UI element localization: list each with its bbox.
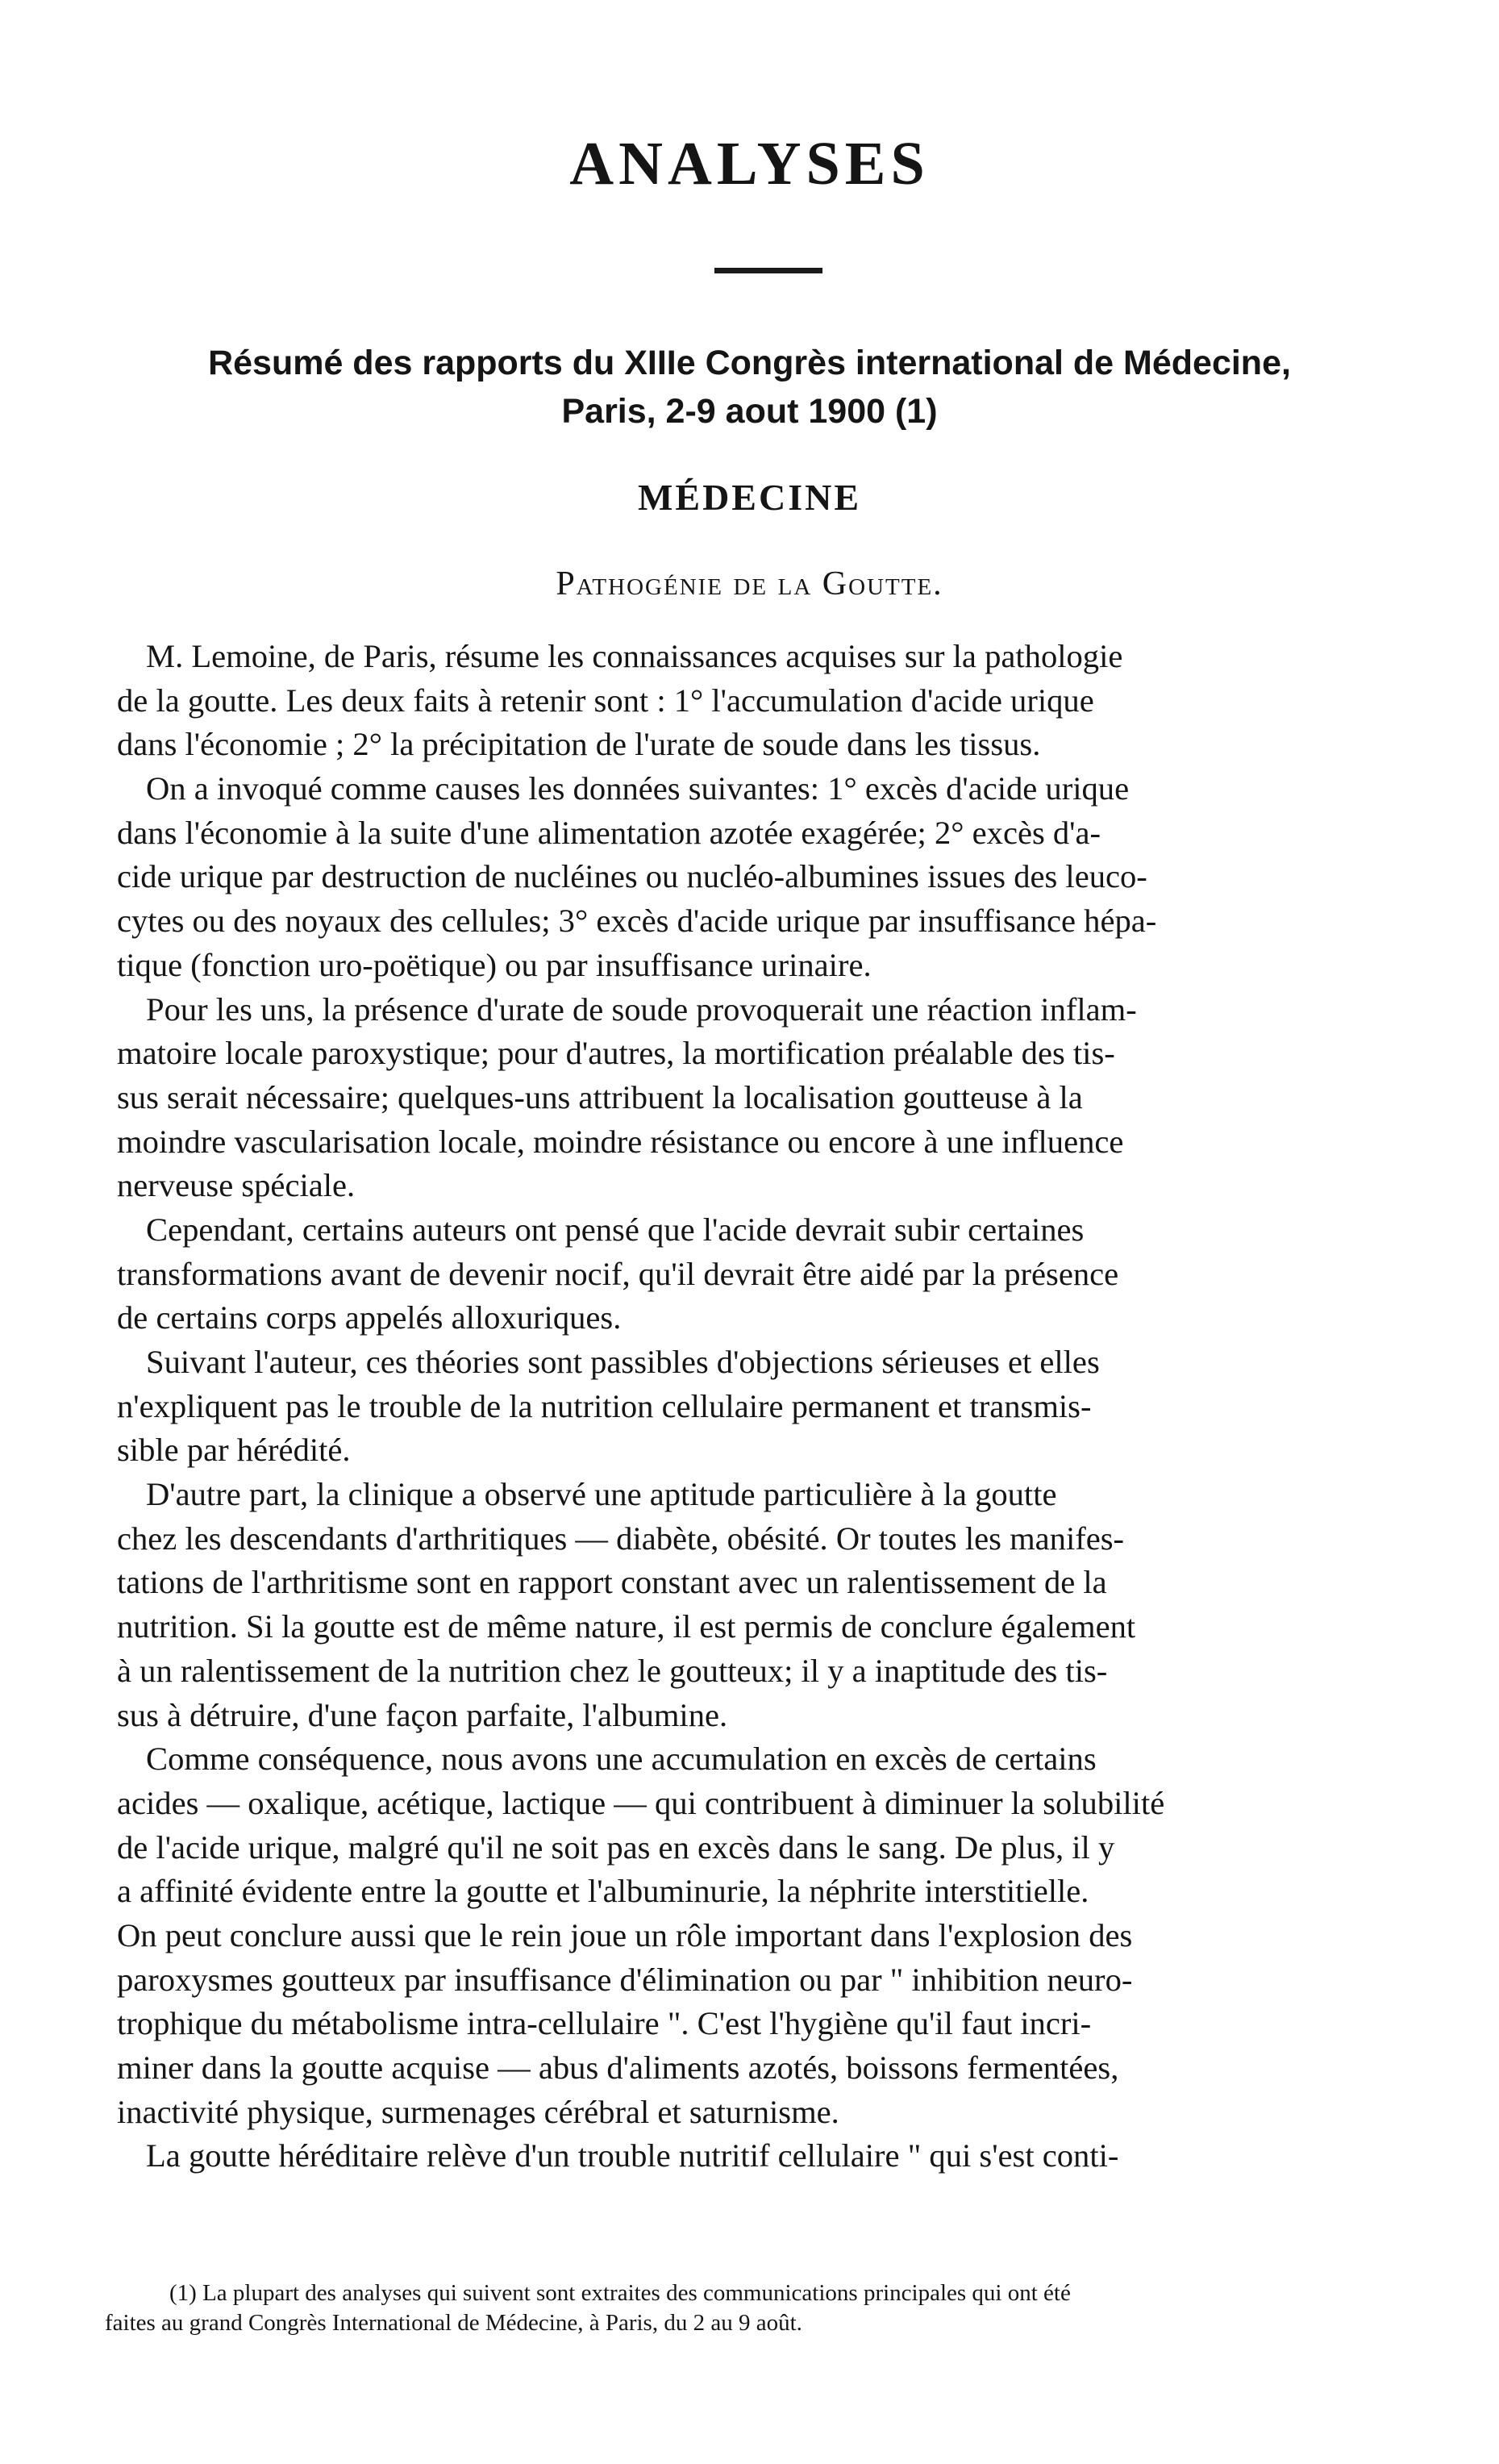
text-line: de l'acide urique, malgré qu'il ne soit pas en excès dans le sang. De plus, il y xyxy=(117,1828,1115,1866)
text-line: tations de l'arthritisme sont en rapport constant avec un ralentissement de la xyxy=(117,1564,1107,1601)
footnote-line: faites au grand Congrès International de Médecine, à Paris, du 2 au 9 août. xyxy=(105,2310,802,2336)
text-line: de la goutte. Les deux faits à retenir sont : 1° l'accumulation d'acide urique xyxy=(117,682,1094,719)
footnote-line: (1) La plupart des analyses qui suivent sont extraites des communications principales qui ont été xyxy=(169,2280,1071,2306)
text-line: de certains corps appelés alloxuriques. xyxy=(117,1299,622,1336)
text-line: sus à détruire, d'une façon parfaite, l'albumine. xyxy=(117,1696,728,1733)
text-line: n'expliquent pas le trouble de la nutrition cellulaire permanent et transmis- xyxy=(117,1387,1092,1424)
text-line: trophique du métabolisme intra-cellulaire ". C'est l'hygiène qu'il faut incri- xyxy=(117,2005,1092,2042)
text-line: dans l'économie à la suite d'une alimentation azotée exagérée; 2° excès d'a- xyxy=(117,814,1101,851)
text-line: cytes ou des noyaux des cellules; 3° excès d'acide urique par insuffisance hépa- xyxy=(117,903,1157,940)
section-title: MÉDECINE xyxy=(637,477,862,518)
text-line: a affinité évidente entre la goutte et l'albuminurie, la néphrite interstitielle. xyxy=(117,1873,1089,1910)
text-line: inactivité physique, surmenages cérébral et saturnisme. xyxy=(117,2093,839,2130)
text-line: sible par hérédité. xyxy=(117,1432,351,1469)
text-line: Comme conséquence, nous avons une accumulation en excès de certains xyxy=(146,1741,1097,1778)
page-title: ANALYSES xyxy=(569,130,930,198)
text-line: nerveuse spéciale. xyxy=(117,1167,356,1204)
text-line: dans l'économie ; 2° la précipitation de l'urate de soude dans les tissus. xyxy=(117,726,1041,763)
text-line: On peut conclure aussi que le rein joue un rôle important dans l'explosion des xyxy=(117,1916,1133,1953)
text-line: Suivant l'auteur, ces théories sont passibles d'objections sérieuses et elles xyxy=(146,1344,1100,1380)
text-line: cide urique par destruction de nucléines ou nucléo-albumines issues des leuco- xyxy=(117,858,1147,895)
text-line: sus serait nécessaire; quelques-uns attribuent la localisation goutteuse à la xyxy=(117,1078,1083,1115)
text-line: Pour les uns, la présence d'urate de soude provoquerait une réaction inflam- xyxy=(146,990,1137,1028)
body-text xyxy=(117,635,1395,2178)
text-line: nutrition. Si la goutte est de même nature, il est permis de conclure également xyxy=(117,1608,1136,1645)
text-line: chez les descendants d'arthritiques — diabète, obésité. Or toutes les manifes- xyxy=(117,1520,1125,1557)
text-line: moindre vascularisation locale, moindre résistance ou encore à une influence xyxy=(117,1123,1124,1160)
text-line: paroxysmes goutteux par insuffisance d'élimination ou par " inhibition neuro- xyxy=(117,1961,1133,1998)
subtitle-line-2: Paris, 2-9 aout 1900 (1) xyxy=(561,392,938,431)
text-line: transformations avant de devenir nocif, qu'il devrait être aidé par la présence xyxy=(117,1255,1119,1292)
text-line: tique (fonction uro-poëtique) ou par insuffisance urinaire. xyxy=(117,946,872,983)
text-line: On a invoqué comme causes les données suivantes: 1° excès d'acide urique xyxy=(146,770,1130,807)
text-line: La goutte héréditaire relève d'un trouble nutritif cellulaire " qui s'est conti- xyxy=(146,2137,1119,2174)
subtitle-line-1: Résumé des rapports du XIIIe Congrès international de Médecine, xyxy=(208,344,1291,382)
footnote xyxy=(105,2278,1395,2338)
text-line: acides — oxalique, acétique, lactique — qui contribuent à diminuer la solubilité xyxy=(117,1784,1165,1821)
text-line: Cependant, certains auteurs ont pensé que l'acide devrait subir certaines xyxy=(146,1211,1085,1248)
text-line: miner dans la goutte acquise — abus d'aliments azotés, boissons fermentées, xyxy=(117,2049,1119,2086)
subsection-title: Pathogénie de la Goutte. xyxy=(556,565,943,602)
text-line: à un ralentissement de la nutrition chez le goutteux; il y a inaptitude des tis- xyxy=(117,1652,1108,1689)
text-line: D'autre part, la clinique a observé une aptitude particulière à la goutte xyxy=(146,1476,1057,1513)
text-line: matoire locale paroxystique; pour d'autres, la mortification préalable des tis- xyxy=(117,1035,1115,1072)
title-rule xyxy=(714,268,822,273)
text-line: M. Lemoine, de Paris, résume les connaissances acquises sur la pathologie xyxy=(146,638,1123,674)
